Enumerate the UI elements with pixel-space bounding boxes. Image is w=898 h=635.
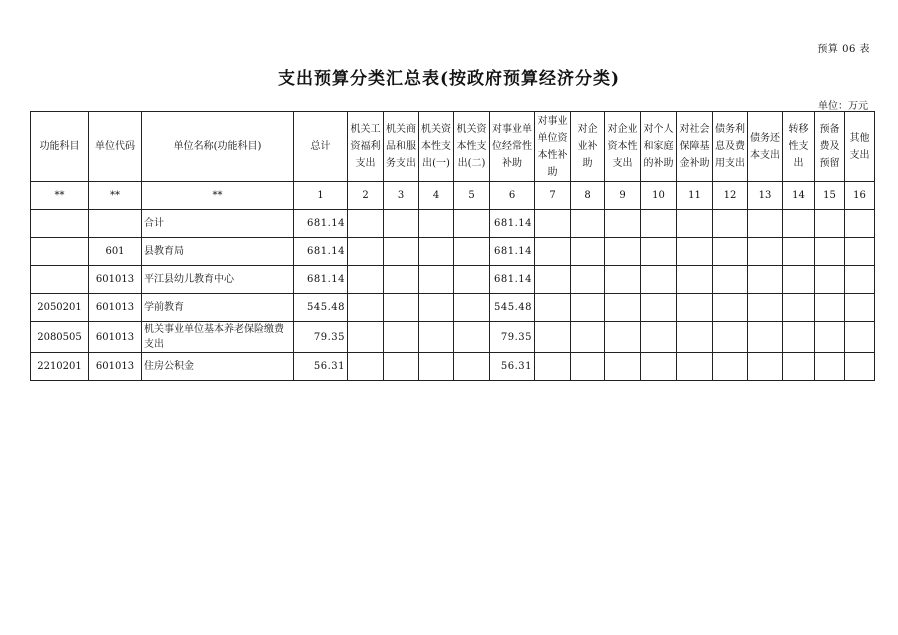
index-cell: 16 [845,182,875,210]
empty-cell [783,238,815,266]
empty-cell [783,294,815,322]
empty-cell [348,294,384,322]
col-header-goods-services: 机关商品和服务支出 [384,112,419,182]
empty-cell [571,322,605,353]
unit-code-cell: 601013 [89,322,142,353]
empty-cell [815,238,845,266]
empty-cell [535,294,571,322]
empty-cell [845,353,875,381]
empty-cell [815,322,845,353]
index-cell: ** [89,182,142,210]
table-row [31,266,875,294]
col-header-reserve: 预备费及预留 [815,112,845,182]
col-header-social-security: 对社会保障基金补助 [677,112,713,182]
empty-cell [641,322,677,353]
empty-cell [783,353,815,381]
inst-recurrent-cell: 56.31 [490,353,535,381]
empty-cell [783,210,815,238]
total-cell: 79.35 [294,322,348,353]
unit-label: 单位：万元 [818,101,868,112]
inst-recurrent-cell: 545.48 [490,294,535,322]
empty-cell [677,353,713,381]
table-row [31,294,875,322]
empty-cell [845,266,875,294]
col-header-inst-capital: 对事业单位资本性补助 [535,112,571,182]
empty-cell [748,353,783,381]
empty-cell [384,266,419,294]
empty-cell [748,238,783,266]
col-header-enterprise-capital: 对企业资本性支出 [605,112,641,182]
empty-cell [535,266,571,294]
empty-cell [845,294,875,322]
col-header-capital-1: 机关资本性支出(一) [419,112,454,182]
empty-cell [384,238,419,266]
empty-cell [419,322,454,353]
unit-name-cell: 县教育局 [142,238,294,266]
table-row [31,210,875,238]
unit-name-cell: 机关事业单位基本养老保险缴费支出 [142,322,294,353]
empty-cell [677,238,713,266]
col-header-household-subsidy: 对个人和家庭的补助 [641,112,677,182]
empty-cell [384,353,419,381]
empty-cell [677,294,713,322]
empty-cell [748,294,783,322]
total-cell: 56.31 [294,353,348,381]
index-cell: 3 [384,182,419,210]
index-row [31,182,875,210]
index-cell: ** [31,182,89,210]
index-cell: 10 [641,182,677,210]
empty-cell [605,322,641,353]
inst-recurrent-cell: 79.35 [490,322,535,353]
index-cell: ** [142,182,294,210]
empty-cell [605,266,641,294]
func-code-cell [31,210,89,238]
empty-cell [605,353,641,381]
empty-cell [454,238,490,266]
func-code-cell: 2080505 [31,322,89,353]
empty-cell [348,322,384,353]
table-row [31,322,875,353]
empty-cell [454,210,490,238]
func-code-cell: 2210201 [31,353,89,381]
func-code-cell: 2050201 [31,294,89,322]
col-header-capital-2: 机关资本性支出(二) [454,112,490,182]
form-number: 预算 06 表 [817,44,870,55]
col-header-func-code: 功能科目 [31,112,89,182]
empty-cell [535,238,571,266]
empty-cell [677,322,713,353]
func-code-cell [31,238,89,266]
empty-cell [845,210,875,238]
unit-code-cell: 601 [89,238,142,266]
unit-code-cell: 601013 [89,353,142,381]
empty-cell [384,210,419,238]
total-cell: 681.14 [294,210,348,238]
empty-cell [713,322,748,353]
empty-cell [815,353,845,381]
inst-recurrent-cell: 681.14 [490,210,535,238]
empty-cell [605,238,641,266]
unit-name-cell: 合计 [142,210,294,238]
index-cell: 4 [419,182,454,210]
empty-cell [748,266,783,294]
empty-cell [419,210,454,238]
empty-cell [677,266,713,294]
unit-code-cell: 601013 [89,294,142,322]
total-cell: 545.48 [294,294,348,322]
empty-cell [605,294,641,322]
empty-cell [454,266,490,294]
empty-cell [348,238,384,266]
empty-cell [419,353,454,381]
empty-cell [535,210,571,238]
empty-cell [748,210,783,238]
empty-cell [845,322,875,353]
empty-cell [419,294,454,322]
index-cell: 5 [454,182,490,210]
empty-cell [571,294,605,322]
empty-cell [641,266,677,294]
unit-code-cell: 601013 [89,266,142,294]
index-cell: 1 [294,182,348,210]
empty-cell [783,266,815,294]
table-row [31,353,875,381]
total-cell: 681.14 [294,238,348,266]
index-cell: 6 [490,182,535,210]
empty-cell [571,238,605,266]
empty-cell [419,266,454,294]
col-header-transfer: 转移性支出 [783,112,815,182]
index-cell: 8 [571,182,605,210]
empty-cell [748,322,783,353]
empty-cell [454,353,490,381]
page-title: 支出预算分类汇总表(按政府预算经济分类) [277,69,621,89]
unit-name-cell: 平江县幼儿教育中心 [142,266,294,294]
col-header-inst-recurrent: 对事业单位经常性补助 [490,112,535,182]
unit-code-cell [89,210,142,238]
empty-cell [815,294,845,322]
empty-cell [348,210,384,238]
unit-name-cell: 住房公积金 [142,353,294,381]
inst-recurrent-cell: 681.14 [490,238,535,266]
empty-cell [713,294,748,322]
index-cell: 12 [713,182,748,210]
empty-cell [641,210,677,238]
empty-cell [641,294,677,322]
header-row [31,112,875,182]
empty-cell [677,210,713,238]
inst-recurrent-cell: 681.14 [490,266,535,294]
empty-cell [535,353,571,381]
col-header-salary: 机关工资福利支出 [348,112,384,182]
empty-cell [384,294,419,322]
col-header-debt-principal: 债务还本支出 [748,112,783,182]
index-cell: 11 [677,182,713,210]
empty-cell [419,238,454,266]
empty-cell [535,322,571,353]
col-header-debt-interest: 债务利息及费用支出 [713,112,748,182]
total-cell: 681.14 [294,266,348,294]
index-cell: 7 [535,182,571,210]
empty-cell [571,266,605,294]
empty-cell [713,238,748,266]
empty-cell [815,266,845,294]
budget-table [30,111,875,381]
index-cell: 2 [348,182,384,210]
empty-cell [641,238,677,266]
index-cell: 14 [783,182,815,210]
empty-cell [454,322,490,353]
empty-cell [348,266,384,294]
empty-cell [713,353,748,381]
index-cell: 9 [605,182,641,210]
empty-cell [845,238,875,266]
table-row [31,238,875,266]
col-header-other: 其他支出 [845,112,875,182]
col-header-unit-code: 单位代码 [89,112,142,182]
index-cell: 15 [815,182,845,210]
func-code-cell [31,266,89,294]
col-header-enterprise-subsidy: 对企业补助 [571,112,605,182]
empty-cell [605,210,641,238]
empty-cell [713,266,748,294]
empty-cell [454,294,490,322]
unit-name-cell: 学前教育 [142,294,294,322]
empty-cell [815,210,845,238]
col-header-total: 总计 [294,112,348,182]
empty-cell [348,353,384,381]
empty-cell [783,322,815,353]
empty-cell [641,353,677,381]
empty-cell [571,210,605,238]
empty-cell [713,210,748,238]
empty-cell [571,353,605,381]
empty-cell [384,322,419,353]
col-header-unit-name: 单位名称(功能科目) [142,112,294,182]
index-cell: 13 [748,182,783,210]
